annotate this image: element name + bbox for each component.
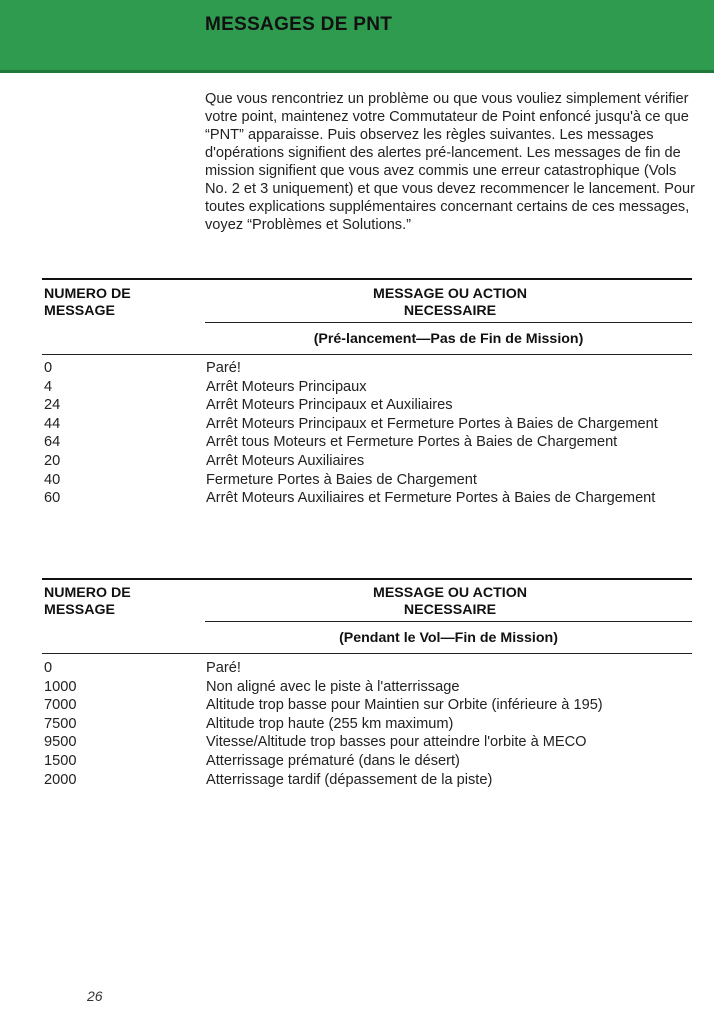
subheader-bottom-rule <box>42 653 692 654</box>
message-text: Arrêt Moteurs Principaux et Fermeture Portes à Baies de Chargement <box>206 415 658 432</box>
message-number: 40 <box>44 471 61 488</box>
message-number: 7000 <box>44 697 77 714</box>
message-text: Atterrissage tardif (dépassement de la piste) <box>206 771 493 788</box>
message-text: Arrêt Moteurs Auxiliaires et Fermeture Portes à Baies de Chargement <box>206 490 656 507</box>
table-row <box>44 452 694 471</box>
table-row <box>44 696 694 715</box>
table-row <box>44 378 694 397</box>
message-text: Arrêt Moteurs Principaux <box>206 378 367 395</box>
message-number: 1500 <box>44 752 77 769</box>
message-text: Vitesse/Altitude trop basses pour atteindre l'orbite à MECO <box>206 734 587 751</box>
message-number: 7500 <box>44 715 77 732</box>
message-number: 24 <box>44 397 61 414</box>
table-subheader: (Pendant le Vol—Fin de Mission) <box>339 630 558 646</box>
page-number: 26 <box>87 988 103 1004</box>
message-text: Altitude trop basse pour Maintien sur Orbite (inférieure à 195) <box>206 697 603 714</box>
message-text: Altitude trop haute (255 km maximum) <box>206 715 454 732</box>
message-number: 9500 <box>44 734 77 751</box>
table-row <box>44 771 694 790</box>
message-number: 0 <box>44 660 53 676</box>
message-text: Fermeture Portes à Baies de Chargement <box>206 471 477 488</box>
message-text: Arrêt tous Moteurs et Fermeture Portes à Baies de Chargement <box>206 434 618 451</box>
message-number: 1000 <box>44 678 77 695</box>
message-number: 2000 <box>44 771 77 788</box>
column-header-number: NUMERO DE MESSAGE <box>44 585 131 618</box>
message-number: 4 <box>44 378 53 395</box>
table-row <box>44 415 694 434</box>
subheader-rule <box>205 621 692 622</box>
message-number: 20 <box>44 452 61 469</box>
table-row <box>44 359 694 378</box>
message-text: Arrêt Moteurs Auxiliaires <box>206 452 365 469</box>
table-row <box>44 489 694 508</box>
column-header-message: MESSAGE OU ACTION NECESSAIRE <box>373 286 527 319</box>
header-band <box>0 0 714 73</box>
message-number: 44 <box>44 415 61 432</box>
table-row <box>44 396 694 415</box>
message-number: 60 <box>44 490 61 507</box>
message-text: Paré! <box>206 360 241 376</box>
intro-paragraph: Que vous rencontriez un problème ou que vous vouliez simplement vérifier votre point, maintenez votre Commutateur de Point enfoncé jusqu'à ce que “PNT” apparaisse. Puis observez les règles suivantes. Les messages d'opérations signifient des alertes pré-lancement. Les messages de fin de mission signifient que vous avez commis une erreur catastrophique (Vols No. 2 et 3 uniquement) et que vous devez recommencer le lancement. Pour toutes explications supplémentaires concernant certains de ces messages, voyez “Problèmes et Solutions.” <box>205 91 695 233</box>
message-text: Atterrissage prématuré (dans le désert) <box>206 752 460 769</box>
message-list-inflight <box>44 659 694 789</box>
table-top-rule <box>42 578 692 580</box>
subheader-rule <box>205 322 692 323</box>
message-number: 0 <box>44 360 53 376</box>
column-header-number: NUMERO DE MESSAGE <box>44 286 131 319</box>
table-row <box>44 659 694 678</box>
column-header-message: MESSAGE OU ACTION NECESSAIRE <box>373 585 527 618</box>
table-row <box>44 733 694 752</box>
table-row <box>44 715 694 734</box>
table-row <box>44 678 694 697</box>
table-subheader: (Pré-lancement—Pas de Fin de Mission) <box>313 331 584 347</box>
table-top-rule <box>42 278 692 280</box>
page-title: MESSAGES DE PNT <box>205 14 393 35</box>
message-text: Arrêt Moteurs Principaux et Auxiliaires <box>206 397 453 414</box>
table-row <box>44 752 694 771</box>
message-text: Non aligné avec le piste à l'atterrissage <box>206 678 460 695</box>
message-list-prelaunch <box>44 359 694 508</box>
message-text: Paré! <box>206 660 241 676</box>
table-row <box>44 471 694 490</box>
table-row <box>44 433 694 452</box>
subheader-bottom-rule <box>42 354 692 355</box>
message-number: 64 <box>44 434 61 451</box>
